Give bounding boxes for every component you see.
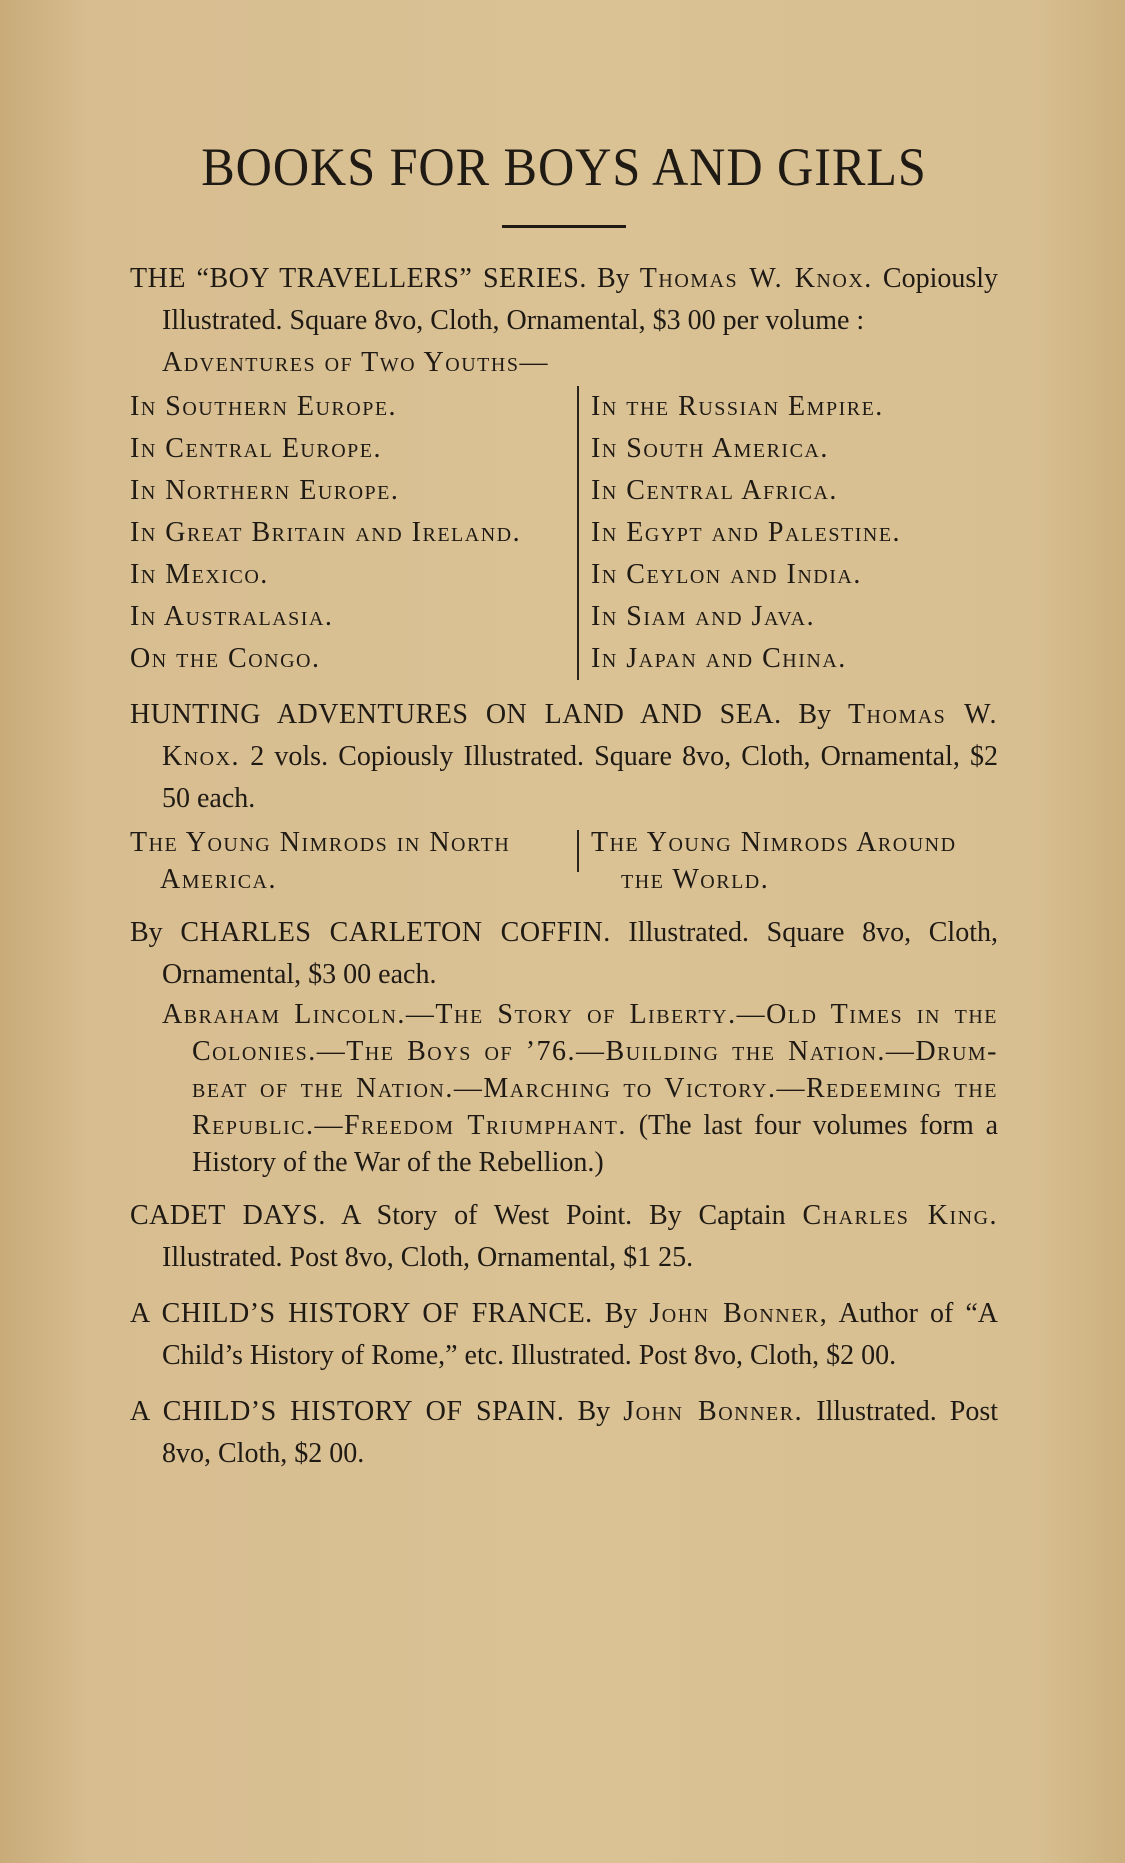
entry-details: Illustrated. Square 8vo, Cloth, Ornamental, $3 00 each. xyxy=(162,917,998,990)
entry-heading: A CHILD’S HISTORY OF SPAIN. xyxy=(130,1396,565,1427)
volume-item: In Japan and China. xyxy=(591,643,847,674)
entry-details: Author of “A Child’s History of Rome,” etc. Illustrated. Post 8vo, Cloth, $2 00. xyxy=(162,1298,998,1371)
entry-paragraph xyxy=(130,258,998,342)
coffin-title-list: Abraham Lincoln.—The Story of Liberty.—Old Times in the Colonies.—The Boys of ’76.—Building the Nation.—Drum-beat of the Nation.—Marching to Victory.—Redeeming the Republic.—Freedom Triumphant. xyxy=(162,999,998,1141)
volume-column-right xyxy=(591,386,998,680)
series-volume-list xyxy=(130,386,998,680)
entry-paragraph xyxy=(130,694,998,820)
entry-paragraph xyxy=(130,912,998,996)
volume-item: In Ceylon and India. xyxy=(591,559,862,590)
column-divider xyxy=(577,830,579,872)
entry-author: CHARLES CARLETON COFFIN. xyxy=(180,917,611,948)
series-subheading: Adventures of Two Youths— xyxy=(162,347,549,378)
entry-boy-travellers xyxy=(130,258,998,680)
entry-paragraph xyxy=(130,1195,998,1279)
entry-author: Charles King. xyxy=(802,1200,999,1231)
entry-by: By xyxy=(596,263,630,294)
volume-column-right xyxy=(591,824,998,898)
entry-author: John Bonner, xyxy=(649,1298,829,1329)
entry-details: Copiously Illustrated. Square 8vo, Cloth, Ornamental, $3 00 per volume : xyxy=(162,263,999,336)
volume-item: In the Russian Empire. xyxy=(591,391,884,422)
entry-coffin xyxy=(130,912,998,1181)
entry-heading: CADET DAYS. xyxy=(130,1200,326,1231)
entry-hunting-adventures xyxy=(130,694,998,898)
volume-item: In Australasia. xyxy=(130,601,334,632)
entry-by: By xyxy=(130,917,163,948)
entry-by: By xyxy=(798,699,832,730)
entry-by: By Captain xyxy=(648,1200,786,1231)
volume-item: In Great Britain and Ireland. xyxy=(130,517,522,548)
entry-cadet-days xyxy=(130,1195,998,1279)
volume-item: In Northern Europe. xyxy=(130,475,400,506)
entry-details: Illustrated. Post 8vo, Cloth, Ornamental, $1 25. xyxy=(162,1242,694,1273)
volume-item: In Central Africa. xyxy=(591,475,838,506)
page-content xyxy=(130,135,998,1489)
volume-item: In Siam and Java. xyxy=(591,601,816,632)
volume-item: On the Congo. xyxy=(130,643,321,674)
volume-item: In Southern Europe. xyxy=(130,391,398,422)
entry-details: 2 vols. Copiously Illustrated. Square 8vo, Cloth, Ornamental, $2 50 each. xyxy=(162,741,999,814)
volume-item: The Young Nimrods in North America. xyxy=(130,827,511,895)
volume-item: The Young Nimrods Around the World. xyxy=(591,827,957,895)
entry-history-spain xyxy=(130,1391,998,1475)
entry-subtitle: A Story of West Point. xyxy=(341,1200,633,1231)
hunting-volume-list xyxy=(130,824,998,898)
entry-heading: A CHILD’S HISTORY OF FRANCE. xyxy=(130,1298,593,1329)
entry-by: By xyxy=(577,1396,611,1427)
entry-author: Thomas W. Knox. xyxy=(639,263,873,294)
entry-heading: THE “BOY TRAVELLERS” SERIES. xyxy=(130,263,587,294)
column-divider xyxy=(577,386,579,680)
entry-paragraph xyxy=(130,1293,998,1377)
volume-item: In Central Europe. xyxy=(130,433,382,464)
volume-column-left xyxy=(130,824,565,898)
entry-details: Illustrated. Post 8vo, Cloth, $2 00. xyxy=(162,1396,999,1469)
coffin-titles xyxy=(130,996,998,1181)
entry-author: John Bonner. xyxy=(623,1396,804,1427)
coffin-note: (The last four volumes form a History of the War of the Rebellion.) xyxy=(192,1110,999,1178)
volume-column-left xyxy=(130,386,565,680)
volume-item: In Mexico. xyxy=(130,559,269,590)
volume-item: In Egypt and Palestine. xyxy=(591,517,902,548)
page-title: BOOKS FOR BOYS AND GIRLS xyxy=(201,137,927,197)
entry-author: Thomas W. Knox. xyxy=(162,699,998,772)
title-rule xyxy=(502,225,626,228)
entry-history-france xyxy=(130,1293,998,1377)
volume-item: In South America. xyxy=(591,433,829,464)
entry-by: By xyxy=(604,1298,638,1329)
entry-paragraph xyxy=(130,1391,998,1475)
entry-heading: HUNTING ADVENTURES ON LAND AND SEA. xyxy=(130,699,782,730)
